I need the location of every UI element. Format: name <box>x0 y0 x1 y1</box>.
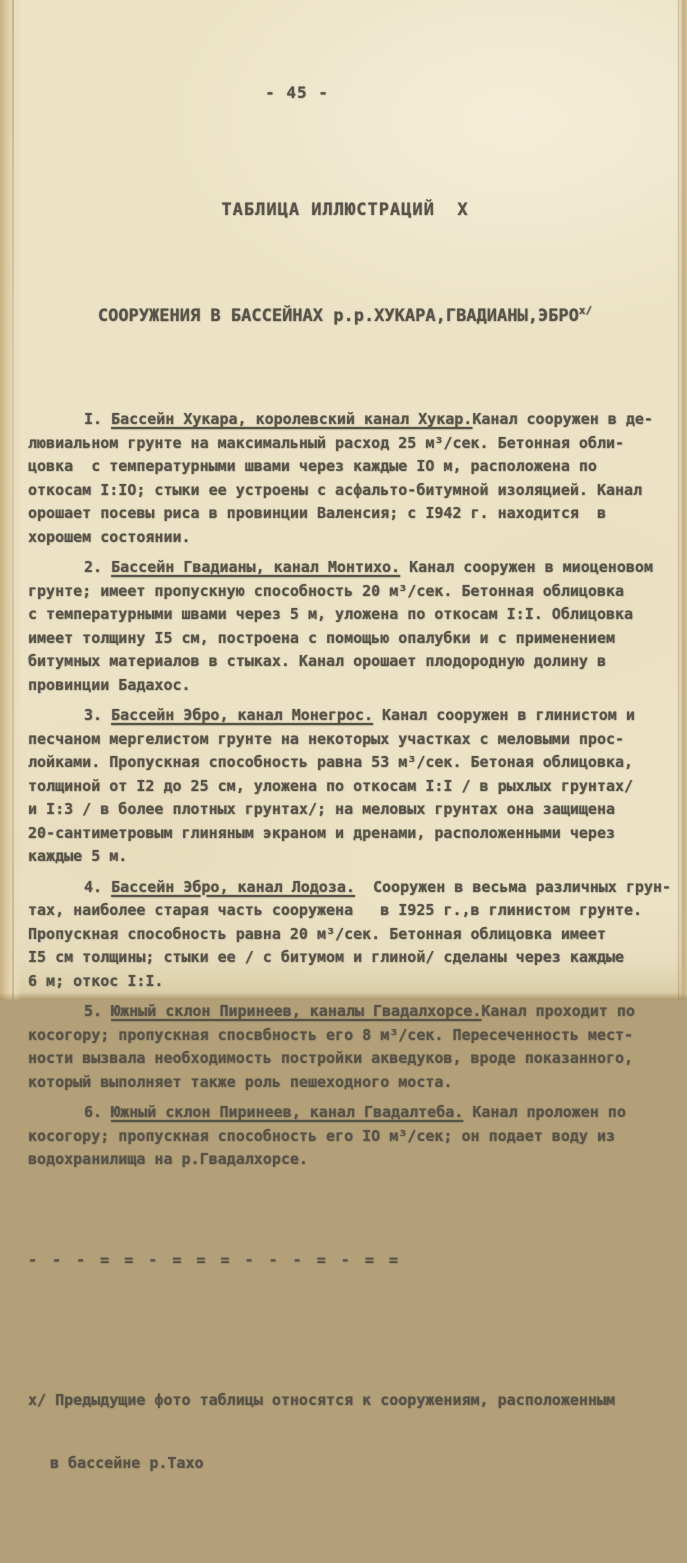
paragraph-heading: Бассейн Гвадианы, канал Монтихо. <box>111 558 401 576</box>
paragraph-line: 6 м; откос I:I. <box>28 971 164 990</box>
paragraph-line: Пропускная способность равна 20 м³/сек. Бетонная облицовка имеет <box>28 924 606 943</box>
paper-right-crease <box>678 0 679 1000</box>
document-title: ТАБЛИЦА ИЛЛЮСТРАЦИЙ X <box>221 200 469 220</box>
paragraph-number: 2. <box>84 558 112 576</box>
paragraphs-container <box>28 408 672 1172</box>
paragraph <box>28 1000 662 1094</box>
footnote-text: Предыдущие фото таблицы относятся к сооружениям, расположенным <box>46 1390 616 1409</box>
paragraph-line: хорошем состоянии. <box>28 527 191 546</box>
paragraph-first-line <box>28 1101 662 1125</box>
paragraph-line: лойками. Пропускная способность равна 53 м³/сек. Бетоная облицовка, <box>28 753 634 771</box>
paragraph <box>28 408 662 549</box>
paragraph-line: I5 см толщины; стыки ее / с битумом и глиной/ сделаны через каждые <box>28 948 625 966</box>
paragraph-line: тах, наиболее старая часть сооружена в I925 г.,в глинистом грунте. <box>28 901 643 919</box>
paragraph-first-line <box>28 876 672 900</box>
paragraph-heading: Бассейн Хукара, королевский канал Хукар. <box>111 410 473 428</box>
paragraph-line: песчаном мергелистом грунте на некоторых участках с меловыми прос- <box>28 729 625 748</box>
paragraph-line: косогору; пропускная спосвбность его 8 м³/сек. Пересеченность мест- <box>28 1025 634 1044</box>
paragraph-line: водохранилища на р.Гвадалхорсе. <box>28 1150 308 1168</box>
paragraph-line: который выполняет также роль пешеходного моста. <box>28 1072 453 1091</box>
paragraph-line: цовка с температурными швами через каждые IO м, расположена по <box>28 457 597 475</box>
footnote-line2: в бассейне р.Тахо <box>50 1453 204 1472</box>
paragraph-line: лювиальном грунте на максимальный расход 25 м³/сек. Бетонная обли- <box>28 433 625 452</box>
paragraph-line: каждые 5 м. <box>28 847 128 865</box>
paragraph-number: 5. <box>84 1002 112 1020</box>
paragraph-first-line <box>28 556 662 580</box>
paragraph-first-line <box>28 408 662 432</box>
paragraph-number: I. <box>84 410 112 428</box>
footnote-marker: х/ <box>28 1390 47 1409</box>
document-content <box>28 34 672 1563</box>
paragraph-heading: Южный склон Пиринеев, канал Гвадалтеба. <box>111 1103 464 1121</box>
paragraph-line: толщиной от I2 до 25 см, уложена по откосам I:I / в рыхлых грунтах/ <box>28 776 634 795</box>
paragraph-text: Канал проложен по <box>463 1103 626 1121</box>
footnote-line1 <box>28 1390 662 1411</box>
paragraph-line: с температурными швами через 5 м, уложена по откосам I:I. Облицовка <box>28 605 634 623</box>
paragraph-text: Канал сооружен в миоценовом <box>400 558 653 576</box>
paragraph-text: Сооружен в весьма различных грун- <box>354 877 672 896</box>
paper-left-edge <box>0 0 22 1000</box>
subtitle-text: СООРУЖЕНИЯ В БАССЕЙНАХ р.р.ХУКАРА,ГВАДИАНЫ,ЭБРО <box>97 306 579 326</box>
paragraph-number: 3. <box>84 706 112 724</box>
paragraph-line: 20-сантиметровым глиняным экраном и дренами, расположенными через <box>28 823 615 842</box>
page-number: - 45 - <box>265 83 329 102</box>
paragraph-number: 6. <box>84 1103 112 1121</box>
subtitle-footnote-superscript: х/ <box>578 304 593 317</box>
paragraph-first-line <box>28 704 662 728</box>
paragraph <box>28 704 662 869</box>
separator-dashes: - - - = = - = = = - - - = - = = <box>28 1251 401 1269</box>
paragraph-text: Канал проходит по <box>481 1002 635 1020</box>
footnote <box>28 1348 662 1516</box>
paragraph-line: имеет толщину I5 см, построена с помощью опалубки и с применением <box>28 628 615 647</box>
paper-left-crease <box>12 0 14 1000</box>
paragraph-line: провинции Бадахос. <box>28 675 191 694</box>
paragraph-first-line <box>28 1000 662 1024</box>
paragraph-heading: Южный склон Пиринеев, каналы Гвадалхорсе. <box>111 1002 482 1020</box>
paragraph <box>28 556 662 697</box>
paragraph-text: Канал сооружен в де- <box>472 410 653 428</box>
paragraph <box>28 876 672 994</box>
paragraph-heading: Бассейн Эбро, канал Монегрос. <box>111 706 373 724</box>
paragraph-heading: Бассейн Эбро, канал Лодоза. <box>111 877 355 896</box>
paragraph-line: ности вызвала необходимость постройки акведуков, вроде показанного, <box>28 1049 634 1067</box>
paragraph <box>28 1101 662 1172</box>
paragraph-line: грунте; имеет пропускную способность 20 м³/сек. Бетонная облицовка <box>28 581 625 600</box>
paragraph-line: орошает посевы риса в провинции Валенсия; с I942 г. находится в <box>28 504 606 522</box>
paragraph-line: откосам I:IO; стыки ее устроены с асфальто-битумной изоляцией. Канал <box>28 480 643 499</box>
document-subtitle <box>28 299 662 329</box>
paragraph-line: косогору; пропускная способность его IO м³/сек; он подает воду из <box>28 1126 615 1145</box>
paragraph-text: Канал сооружен в глинистом и <box>373 706 635 724</box>
paragraph-line: битумных материалов в стыках. Канал орошает плодородную долину в <box>28 652 606 670</box>
paragraph-line: и I:3 / в более плотных грунтах/; на меловых грунтах она защищена <box>28 800 615 818</box>
paragraph-number: 4. <box>84 877 112 896</box>
